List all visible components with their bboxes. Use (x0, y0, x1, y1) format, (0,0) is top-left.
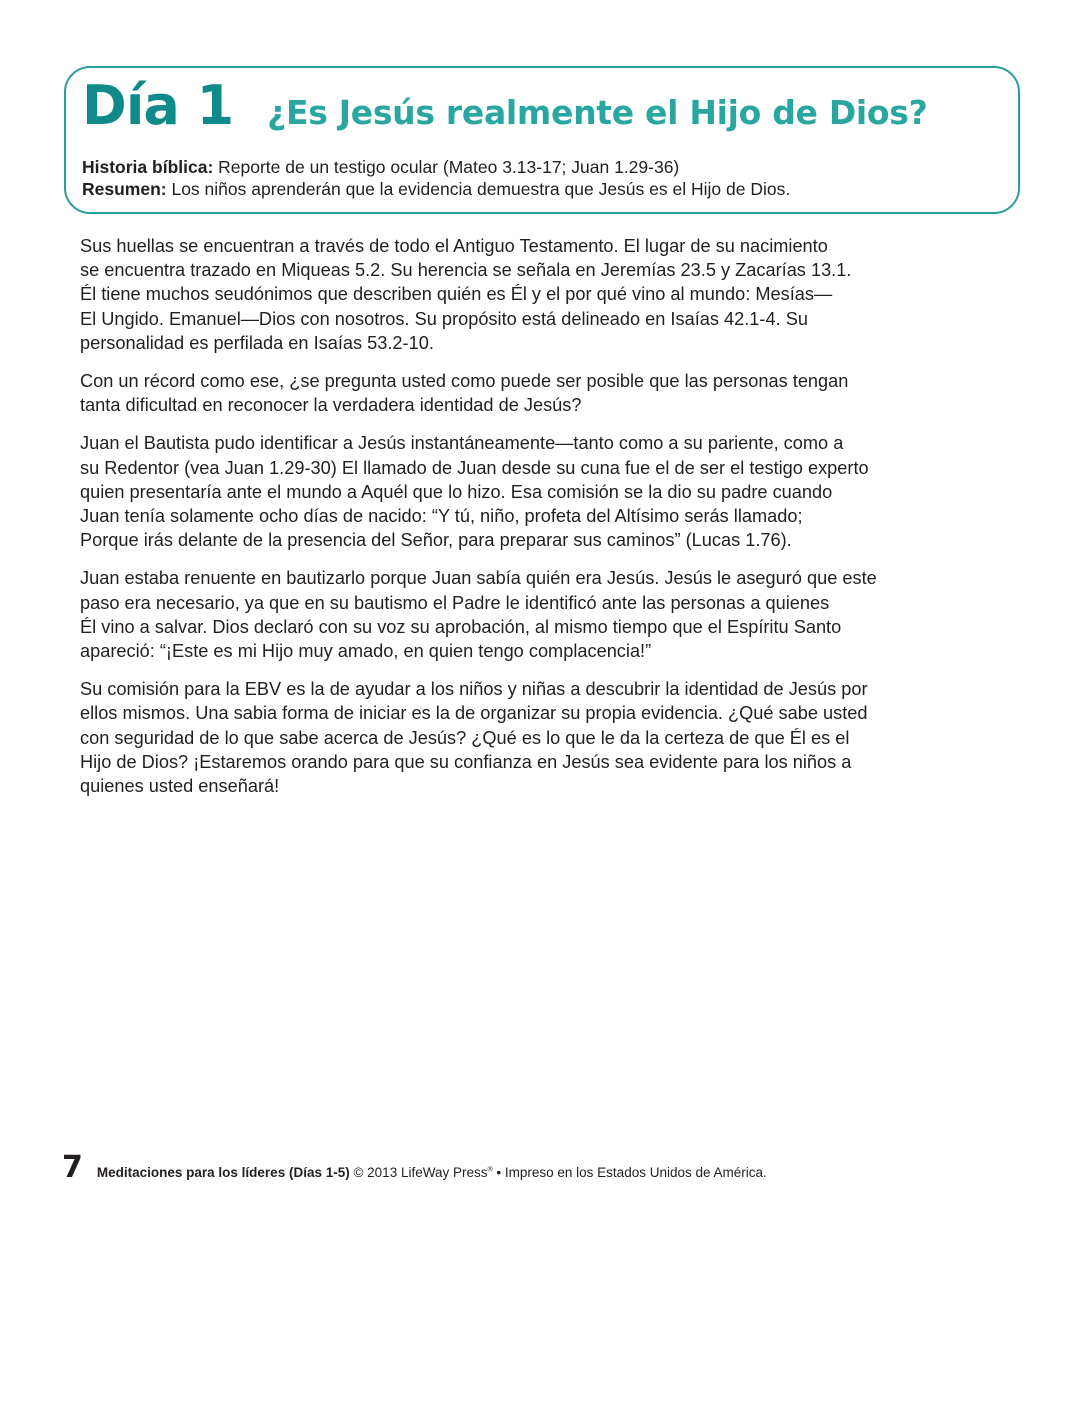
text-line: quienes usted enseñará! (80, 776, 280, 797)
text-line: Él vino a salvar. Dios declaró con su voz su aprobación, al mismo tiempo que el Espíritu Santo (80, 616, 842, 637)
text-line: Porque irás delante de la presencia del Señor, para preparar sus caminos” (Lucas 1.76). (80, 530, 792, 551)
text-line: Hijo de Dios? ¡Estaremos orando para que su confianza en Jesús sea evidente para los niños a (80, 751, 852, 772)
footer-title: Meditaciones para los líderes (Días 1-5) (96, 1165, 350, 1180)
bible-story-value: Reporte de un testigo ocular (Mateo 3.13-17; Juan 1.29-36) (213, 157, 680, 177)
text-line: con seguridad de lo que sabe acerca de Jesús? ¿Qué es lo que le da la certeza de que Él es el (80, 727, 850, 748)
text-line: se encuentra trazado en Miqueas 5.2. Su herencia se señala en Jeremías 23.5 y Zacarías 13.1. (80, 260, 852, 281)
paragraph (80, 369, 1020, 417)
paragraph (80, 566, 1020, 663)
text-line: Él tiene muchos seudónimos que describen quién es Él y el por qué vino al mundo: Mesías— (80, 284, 833, 305)
text-line: Juan el Bautista pudo identificar a Jesús instantáneamente—tanto como a su pariente, como a (80, 433, 844, 454)
text-line: Su comisión para la EBV es la de ayudar a los niños y niñas a descubrir la identidad de Jesús por (80, 679, 868, 700)
lesson-title: ¿Es Jesús realmente el Hijo de Dios? (267, 93, 928, 132)
page-footer (62, 1150, 767, 1185)
lesson-heading (82, 74, 927, 137)
bible-story-label: Historia bíblica: (82, 157, 214, 177)
summary-label: Resumen: (82, 179, 167, 199)
registered-mark: ® (487, 1166, 493, 1174)
text-line: apareció: “¡Este es mi Hijo muy amado, en quien tengo complacencia!” (80, 641, 652, 662)
summary-line (82, 178, 790, 200)
page-number: 7 (62, 1150, 83, 1185)
bible-story-line (82, 156, 790, 178)
text-line: El Ungido. Emanuel—Dios con nosotros. Su propósito está delineado en Isaías 42.1-4. Su (80, 308, 808, 329)
text-line: Juan estaba renuente en bautizarlo porque Juan sabía quién era Jesús. Jesús le aseguró que este (80, 568, 877, 589)
paragraph (80, 234, 1020, 355)
lesson-meta (82, 156, 790, 200)
text-line: paso era necesario, ya que en su bautismo el Padre le identificó ante las personas a quienes (80, 592, 830, 613)
lesson-header-box (64, 66, 1020, 214)
footer-imprint: • Impreso en los Estados Unidos de América. (492, 1165, 767, 1180)
text-line: quien presentaría ante el mundo a Aquél que lo hizo. Esa comisión se la dio su padre cuando (80, 481, 833, 502)
paragraph (80, 431, 1020, 552)
text-line: Juan tenía solamente ocho días de nacido: “Y tú, niño, profeta del Altísimo serás llamado; (80, 506, 803, 527)
day-label: Día 1 (82, 74, 234, 137)
summary-value: Los niños aprenderán que la evidencia demuestra que Jesús es el Hijo de Dios. (166, 179, 791, 199)
text-line: Con un récord como ese, ¿se pregunta usted como puede ser posible que las personas tengan (80, 371, 849, 392)
text-line: su Redentor (vea Juan 1.29-30) El llamado de Juan desde su cuna fue el de ser el testigo experto (80, 457, 869, 478)
paragraph (80, 677, 1020, 798)
footer-copyright: © 2013 LifeWay Press (349, 1165, 488, 1180)
text-line: ellos mismos. Una sabia forma de iniciar es la de organizar su propia evidencia. ¿Qué sabe usted (80, 703, 868, 724)
text-line: tanta dificultad en reconocer la verdadera identidad de Jesús? (80, 395, 582, 416)
devotional-body (80, 234, 1020, 812)
text-line: personalidad es perfilada en Isaías 53.2-10. (80, 332, 434, 353)
text-line: Sus huellas se encuentran a través de todo el Antiguo Testamento. El lugar de su nacimiento (80, 236, 828, 256)
footer-text (97, 1165, 767, 1180)
